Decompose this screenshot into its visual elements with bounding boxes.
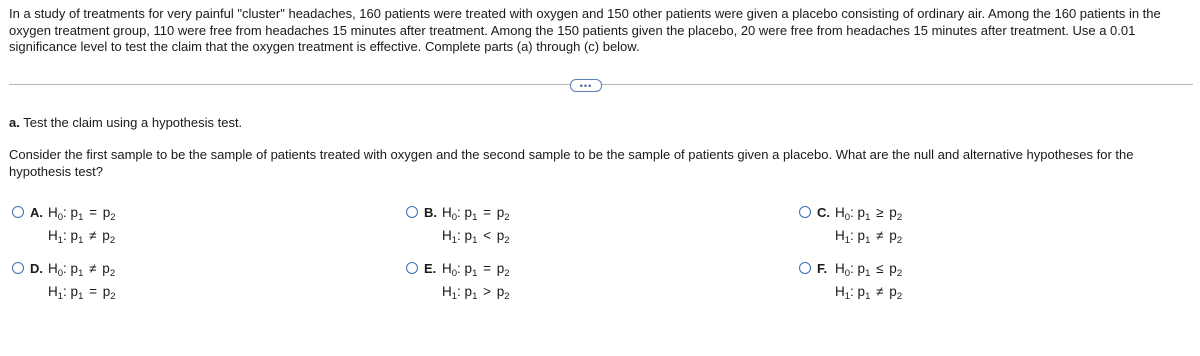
alt-hypothesis: $H_1$: $p_1 = p_2$ (48, 284, 116, 302)
choice-letter: E. (424, 261, 437, 276)
problem-statement: In a study of treatments for very painful "cluster" headaches, 160 patients were treated with oxygen and 150 other patients were given a placebo consisting of ordinary air. Among the 160 patients in the oxygen treatment group, 110 were free from headaches 15 minutes after treatment. Among the 150 patients given the placebo, 20 were free from headaches 15 minutes after treatment. Use a 0.01 significance level to test the claim that the oxygen treatment is effective. Complete parts (a) through (c) below. (9, 6, 1161, 54)
choice-letter: A. (30, 205, 43, 220)
null-hypothesis: $H_0$: $p_1 \ne p_2$ (48, 261, 116, 279)
choice-a[interactable] (12, 204, 116, 250)
hypotheses (48, 260, 116, 306)
question-text: Consider the first sample to be the sample of patients treated with oxygen and the second sample to be the sample of patients given a placebo. What are the null and alternative hypotheses for the hypothesis test? (9, 147, 1134, 179)
alt-hypothesis: $H_1$: $p_1 \ne p_2$ (835, 228, 903, 246)
choice-d[interactable] (12, 260, 116, 306)
h0-operator: ≤ (876, 261, 884, 276)
null-hypothesis: $H_0$: $p_1 = p_2$ (48, 205, 116, 223)
choice-letter: F. (817, 261, 828, 276)
choice-f[interactable] (799, 260, 902, 306)
alt-hypothesis: $H_1$: $p_1 > p_2$ (442, 284, 510, 302)
null-hypothesis: $H_0$: $p_1 = p_2$ (442, 261, 510, 279)
part-a-heading (9, 115, 242, 130)
null-hypothesis: $H_0$: $p_1 \ge p_2$ (835, 205, 903, 223)
hypotheses (442, 260, 510, 306)
h0-operator: ≠ (89, 261, 97, 276)
radio-button[interactable] (799, 262, 811, 274)
radio-button[interactable] (12, 206, 24, 218)
h1-operator: < (483, 228, 492, 243)
hypotheses (48, 204, 116, 250)
choice-letter: D. (30, 261, 43, 276)
choice-c[interactable] (799, 204, 902, 250)
h1-operator: ≠ (89, 228, 97, 243)
h0-operator: = (89, 205, 98, 220)
h0-operator: = (483, 205, 492, 220)
choice-b[interactable] (406, 204, 510, 250)
null-hypothesis: $H_0$: $p_1 = p_2$ (442, 205, 510, 223)
h1-operator: ≠ (876, 228, 884, 243)
h0-operator: ≥ (876, 205, 884, 220)
radio-button[interactable] (406, 206, 418, 218)
radio-button[interactable] (799, 206, 811, 218)
choice-e[interactable] (406, 260, 510, 306)
null-hypothesis: $H_0$: $p_1 \le p_2$ (835, 261, 903, 279)
part-a-letter: a. (9, 115, 20, 130)
h1-operator: = (89, 284, 98, 299)
alt-hypothesis: $H_1$: $p_1 \ne p_2$ (835, 284, 903, 302)
alt-hypothesis: $H_1$: $p_1 \ne p_2$ (48, 228, 116, 246)
h1-operator: ≠ (876, 284, 884, 299)
alt-hypothesis: $H_1$: $p_1 < p_2$ (442, 228, 510, 246)
h1-operator: > (483, 284, 492, 299)
part-a-text: Test the claim using a hypothesis test. (19, 115, 243, 130)
h0-operator: = (483, 261, 492, 276)
expand-button[interactable]: ••• (570, 79, 602, 92)
hypotheses (835, 260, 902, 306)
radio-button[interactable] (12, 262, 24, 274)
choice-letter: C. (817, 205, 830, 220)
hypotheses (442, 204, 510, 250)
radio-button[interactable] (406, 262, 418, 274)
hypotheses (835, 204, 902, 250)
choice-letter: B. (424, 205, 437, 220)
